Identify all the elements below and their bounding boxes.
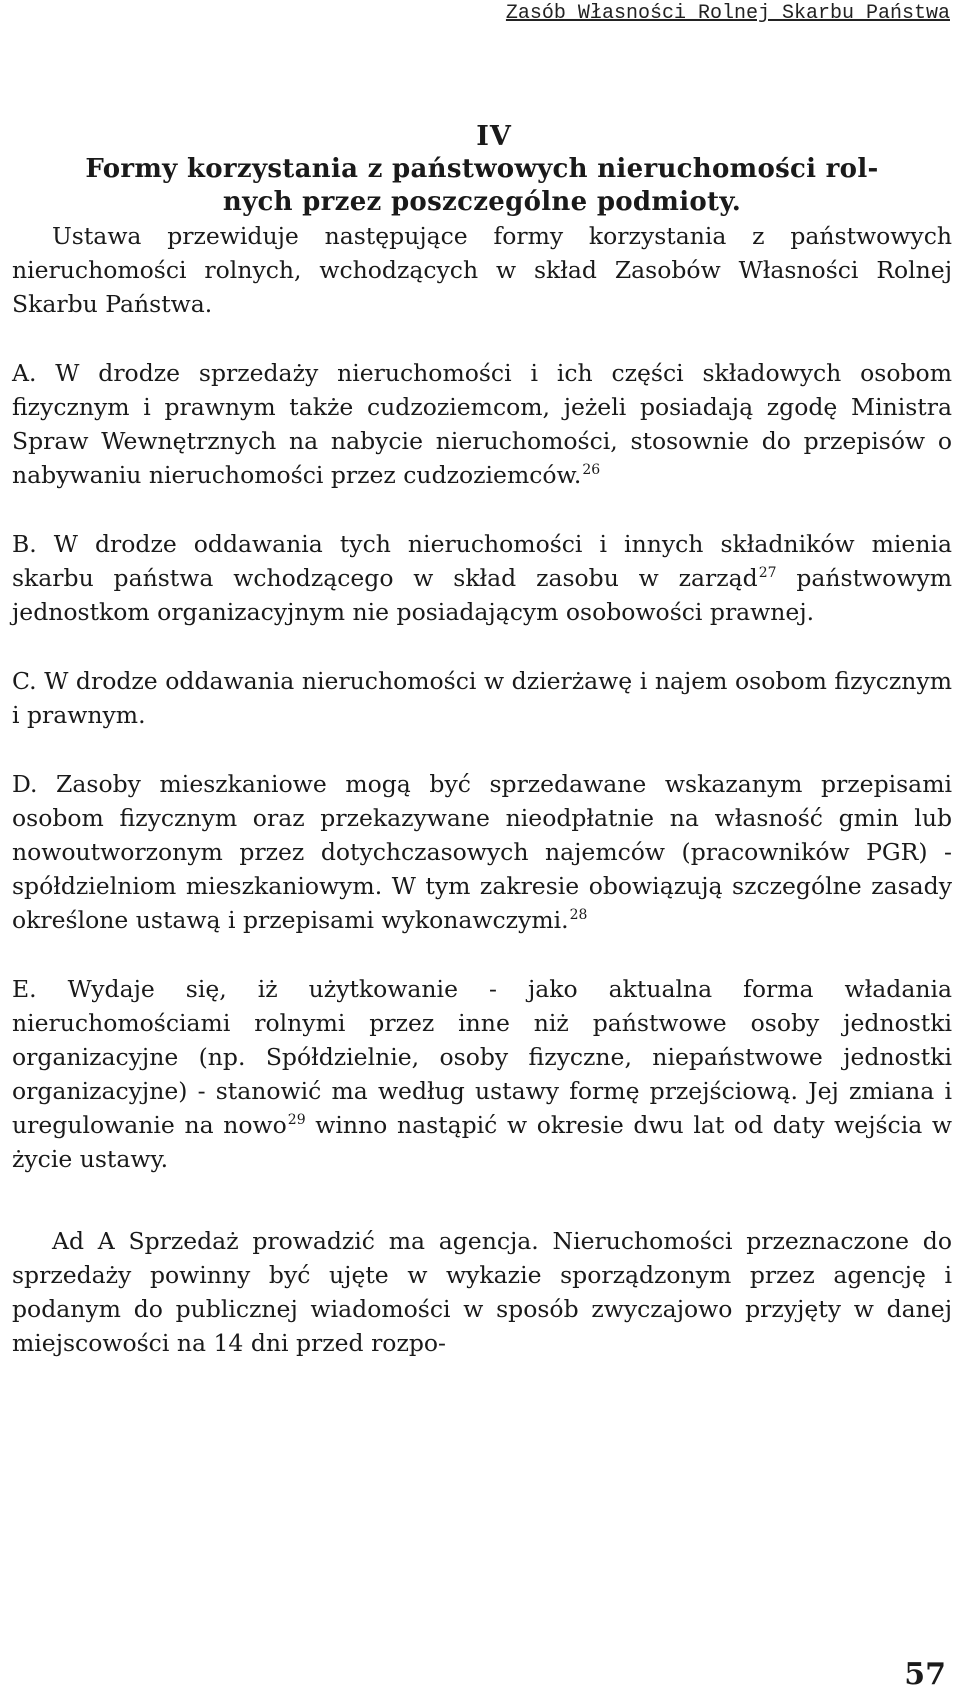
chapter-number: IV xyxy=(476,121,512,152)
item-b-text-after: państwowym jednostkom organizacyjnym nie posiadającym osobowości prawnej. xyxy=(12,564,952,626)
page-number: 57 xyxy=(904,1657,946,1692)
item-a-paragraph xyxy=(12,356,952,492)
item-c-paragraph: C. W drodze oddawania nieruchomości w dzierżawę i najem osobom fizycznym i prawnym. xyxy=(12,667,952,729)
item-e-text-before: E. Wydaje się, iż użytkowanie - jako aktualna forma władania nieruchomościami rolnymi przez inne niż państwowe osoby jednostki organizacyjne (np. Spółdzielnie, osoby fizyczne, niepaństwowe jednostki organizacyjne) - stanowić ma według ustawy formę przejściową. Jej zmiana i uregulowanie na nowo xyxy=(12,975,952,1139)
footnote-ref-26: 26 xyxy=(582,462,601,479)
item-a-text: A. W drodze sprzedaży nieruchomości i ich części składowych osobom fizycznym i prawnym także cudzoziemcom, jeżeli posiadają zgodę Ministra Spraw Wewnętrznych na nabycie nieruchomości, stosownie do przepisów o nabywaniu nieruchomości przez cudzoziemców. xyxy=(12,359,952,489)
item-b-text-before: B. W drodze oddawania tych nieruchomości i innych składników mienia skarbu państwa wchodzącego w skład zasobu w zarząd xyxy=(12,530,952,592)
chapter-title xyxy=(12,153,952,219)
item-e-paragraph xyxy=(12,972,952,1176)
footnote-ref-28: 28 xyxy=(569,907,588,924)
footnote-ref-29: 29 xyxy=(287,1112,306,1129)
intro-paragraph: Ustawa przewiduje następujące formy korzystania z państwowych nieruchomości rolnych, wchodzących w skład Zasobów Własności Rolnej Skarbu Państwa. xyxy=(12,222,952,318)
footnote-ref-27: 27 xyxy=(758,565,777,582)
item-d-text: D. Zasoby mieszkaniowe mogą być sprzedawane wskazanym przepisami osobom fizycznym oraz przekazywane nieodpłatnie na własność gmin lub nowoutworzonym przez dotychczasowych najemców (pracowników PGR) - spółdzielniom mieszkaniowym. W tym zakresie obowiązują szczególne zasady określone ustawą i przepisami wykonawczymi. xyxy=(12,770,952,934)
chapter-title-line-1: Formy korzystania z państwowych nieruchomości rol- xyxy=(85,154,879,184)
running-header: Zasób Własności Rolnej Skarbu Państwa xyxy=(505,2,950,25)
chapter-title-line-2: nych przez poszczególne podmioty. xyxy=(222,187,742,217)
ad-a-paragraph: Ad A Sprzedaż prowadzić ma agencja. Nieruchomości przeznaczone do sprzedaży powinny być ujęte w wykazie sporządzonym przez agencję i podanym do publicznej wiadomości w sposób zwyczajowo przyjęty w danej miejscowości na 14 dni przed rozpo- xyxy=(12,1227,952,1357)
page-content xyxy=(12,120,952,1360)
item-e-text-after: winno nastąpić w okresie dwu lat od daty wejścia w życie ustawy. xyxy=(12,1111,952,1173)
item-b-paragraph xyxy=(12,527,952,629)
item-d-paragraph xyxy=(12,767,952,937)
